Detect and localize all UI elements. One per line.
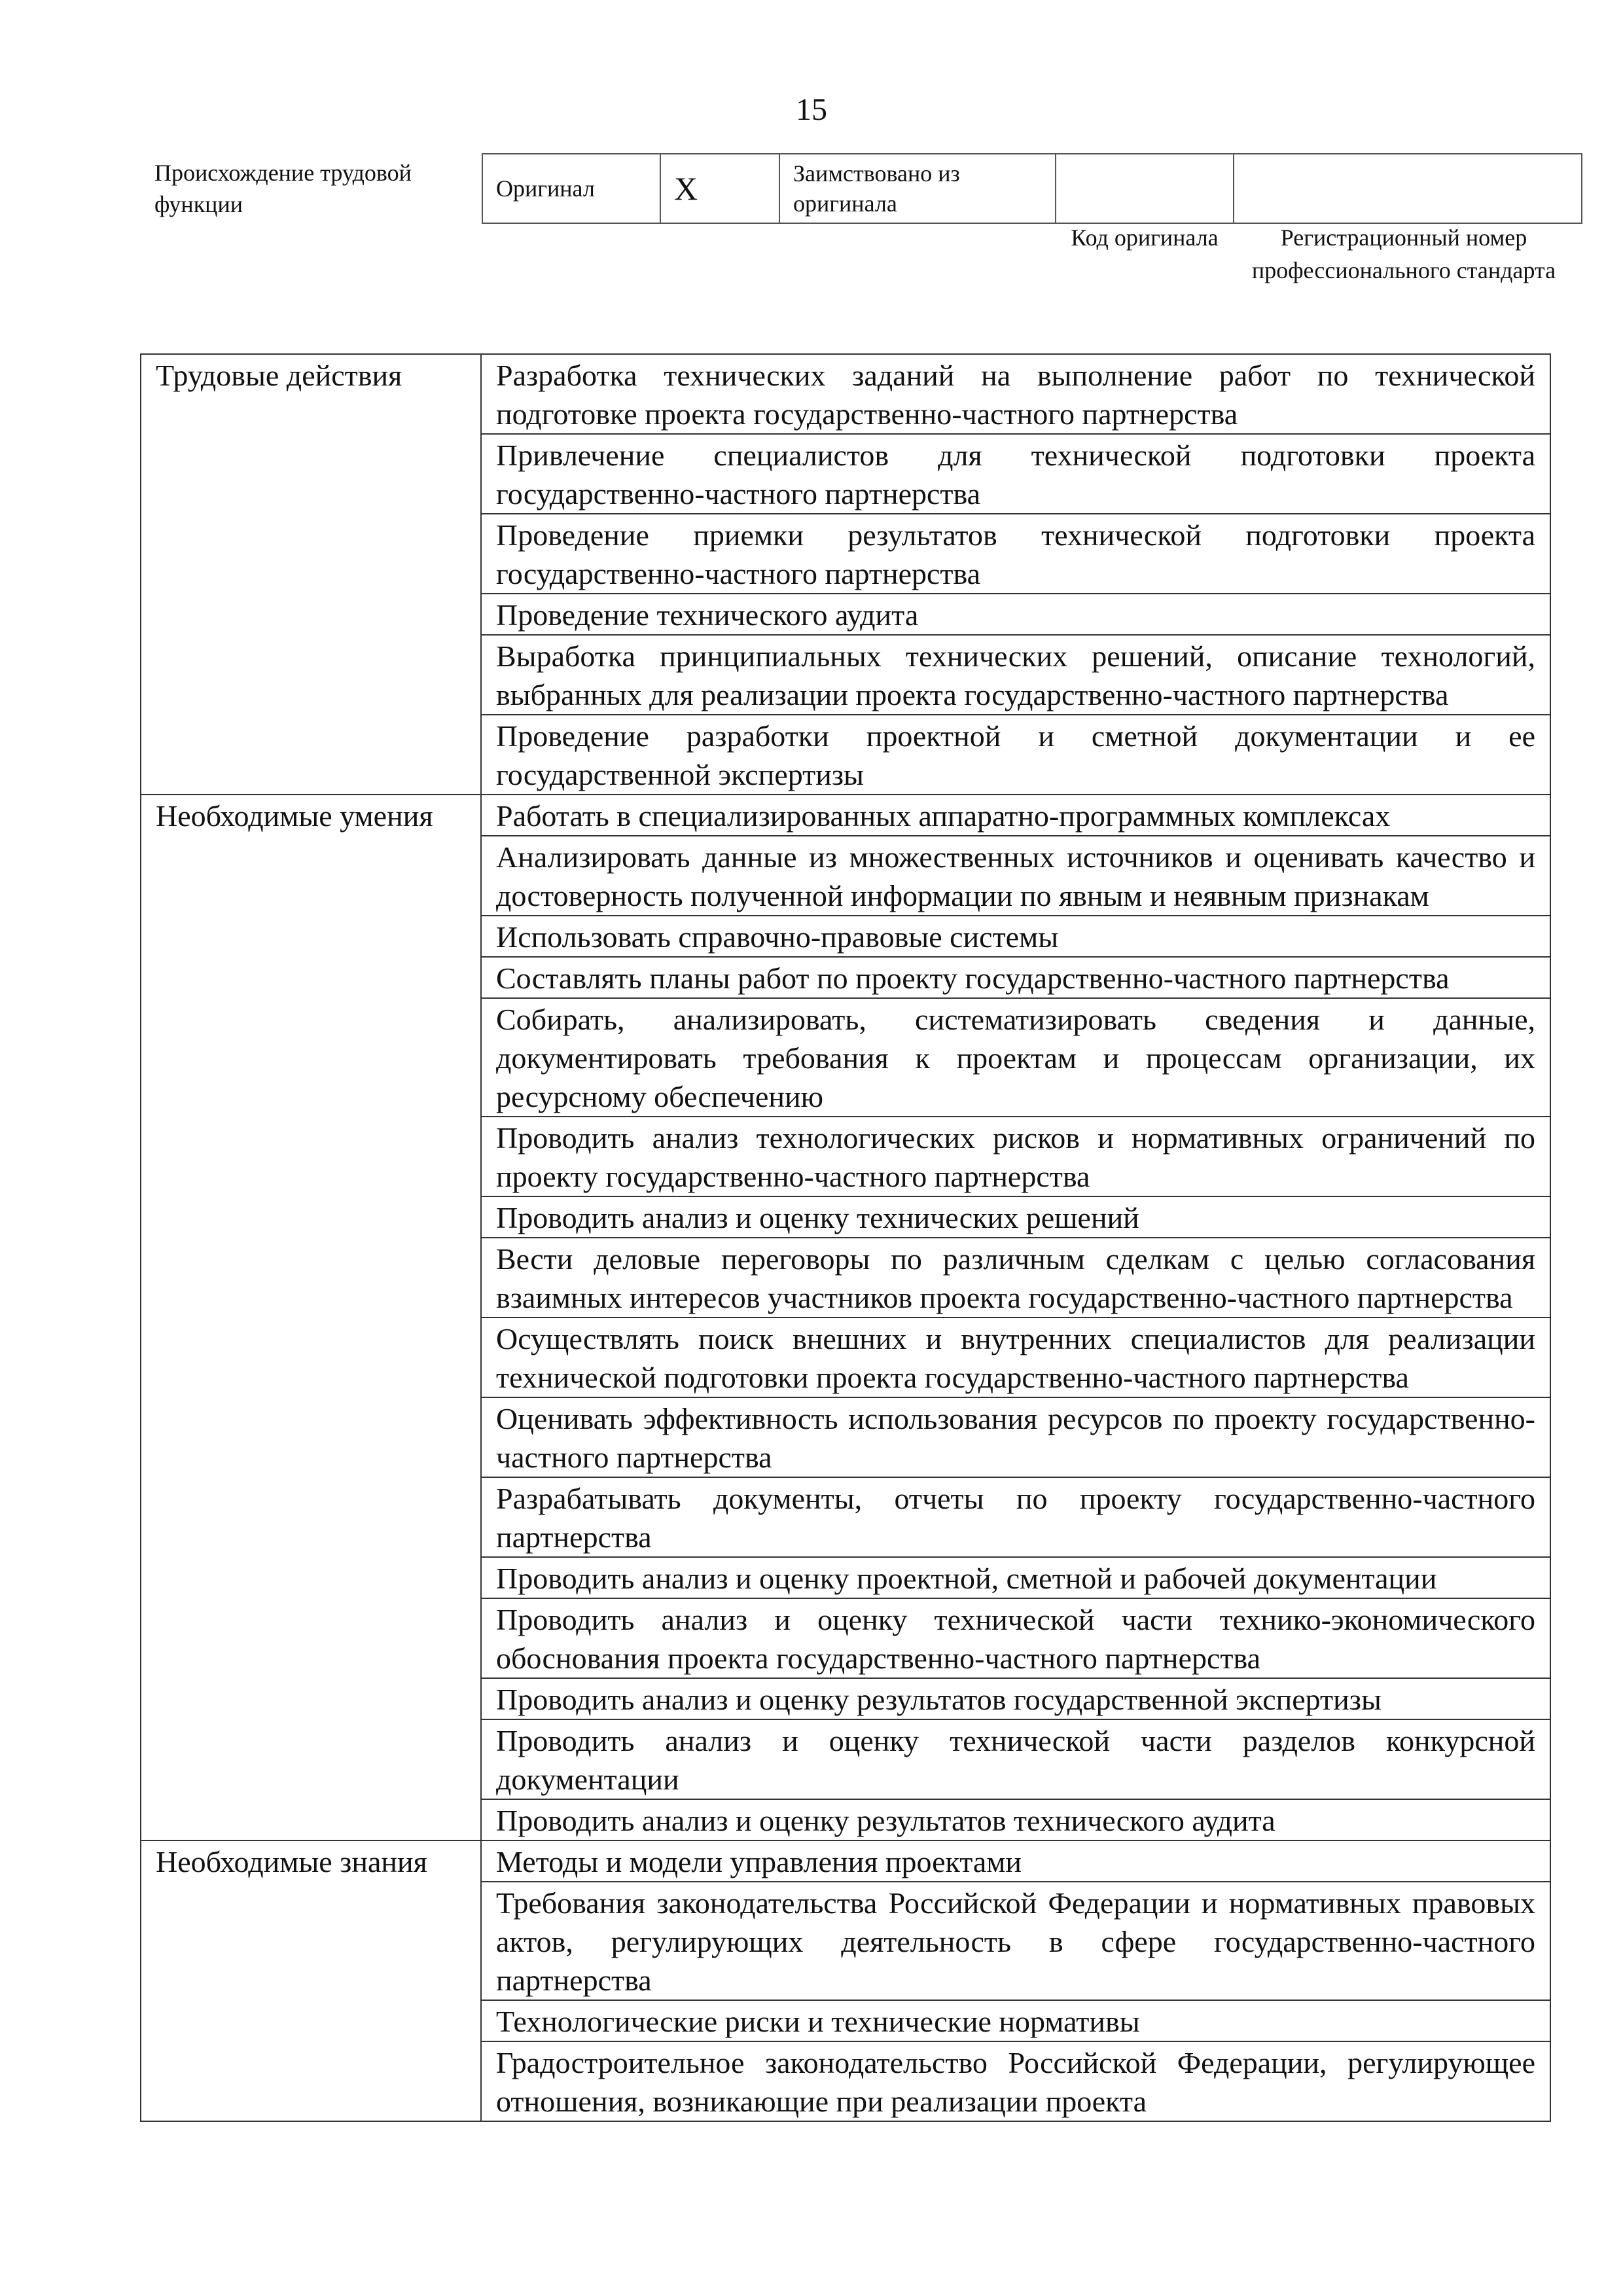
section-item: Привлечение специалистов для технической подготовки проекта государственно-частного партнерства (481, 434, 1550, 514)
code-caption: Код оригинала (1071, 224, 1219, 251)
section-item: Проводить анализ и оценку технических решений (481, 1196, 1550, 1238)
section-category: Необходимые умения (141, 795, 481, 1840)
section-item: Проводить анализ технологических рисков и нормативных ограничений по проекту государственно-частного партнерства (481, 1117, 1550, 1196)
table-row (141, 354, 1550, 434)
section-item: Составлять планы работ по проекту государственно-частного партнерства (481, 957, 1550, 998)
section-item: Оценивать эффективность использования ресурсов по проекту государственно-частного партнерства (481, 1397, 1550, 1477)
code-cell (1056, 154, 1234, 223)
section-category: Необходимые знания (141, 1840, 481, 2121)
section-item: Проведение разработки проектной и сметной документации и ее государственной экспертизы (481, 715, 1550, 795)
section-item: Проводить анализ и оценку технической части технико-экономического обоснования проекта государственно-частного партнерства (481, 1598, 1550, 1678)
original-mark: X (660, 154, 779, 223)
section-item: Проводить анализ и оценку проектной, сметной и рабочей документации (481, 1557, 1550, 1598)
section-item: Градостроительное законодательство Российской Федерации, регулирующее отношения, возникающие при реализации проекта (481, 2041, 1550, 2121)
section-category: Трудовые действия (141, 354, 481, 795)
section-item: Разрабатывать документы, отчеты по проекту государственно-частного партнерства (481, 1477, 1550, 1557)
section-item: Использовать справочно-правовые системы (481, 916, 1550, 957)
section-item: Проводить анализ и оценку результатов технического аудита (481, 1799, 1550, 1840)
table-row (141, 795, 1550, 836)
reg-number-cell (1234, 154, 1582, 223)
section-item: Разработка технических заданий на выполнение работ по технической подготовке проекта государственно-частного партнерства (481, 354, 1550, 434)
section-item: Анализировать данные из множественных источников и оценивать качество и достоверность полученной информации по явным и неявным признакам (481, 836, 1550, 916)
section-item: Требования законодательства Российской Федерации и нормативных правовых актов, регулирующих деятельность в сфере государственно-частного партнерства (481, 1882, 1550, 2000)
section-item: Проведение приемки результатов технической подготовки проекта государственно-частного партнерства (481, 514, 1550, 594)
section-item: Проведение технического аудита (481, 594, 1550, 635)
section-item: Осуществлять поиск внешних и внутренних специалистов для реализации технической подготовки проекта государственно-частного партнерства (481, 1318, 1550, 1397)
section-item: Вести деловые переговоры по различным сделкам с целью согласования взаимных интересов участников проекта государственно-частного партнерства (481, 1238, 1550, 1318)
origin-label: Происхождение трудовой функции (154, 160, 412, 217)
section-item: Работать в специализированных аппаратно-программных комплексах (481, 795, 1550, 836)
section-item: Методы и модели управления проектами (481, 1840, 1550, 1882)
section-item: Проводить анализ и оценку результатов государственной экспертизы (481, 1678, 1550, 1719)
borrowed-cell: Заимствовано из оригинала (779, 154, 1056, 223)
section-item: Технологические риски и технические нормативы (481, 2000, 1550, 2041)
page-number: 15 (796, 92, 827, 127)
section-item: Проводить анализ и оценку технической части разделов конкурсной документации (481, 1719, 1550, 1799)
origin-table (482, 153, 1582, 224)
reg-caption: Регистрационный номер профессионального стандарта (1251, 224, 1556, 283)
table-row (141, 1840, 1550, 1882)
section-item: Собирать, анализировать, систематизировать сведения и данные, документировать требования к проектам и процессам организации, их ресурсному обеспечению (481, 998, 1550, 1117)
labor-function-table (140, 353, 1551, 2122)
original-cell: Оригинал (482, 154, 660, 223)
section-item: Выработка принципиальных технических решений, описание технологий, выбранных для реализации проекта государственно-частного партнерства (481, 635, 1550, 715)
